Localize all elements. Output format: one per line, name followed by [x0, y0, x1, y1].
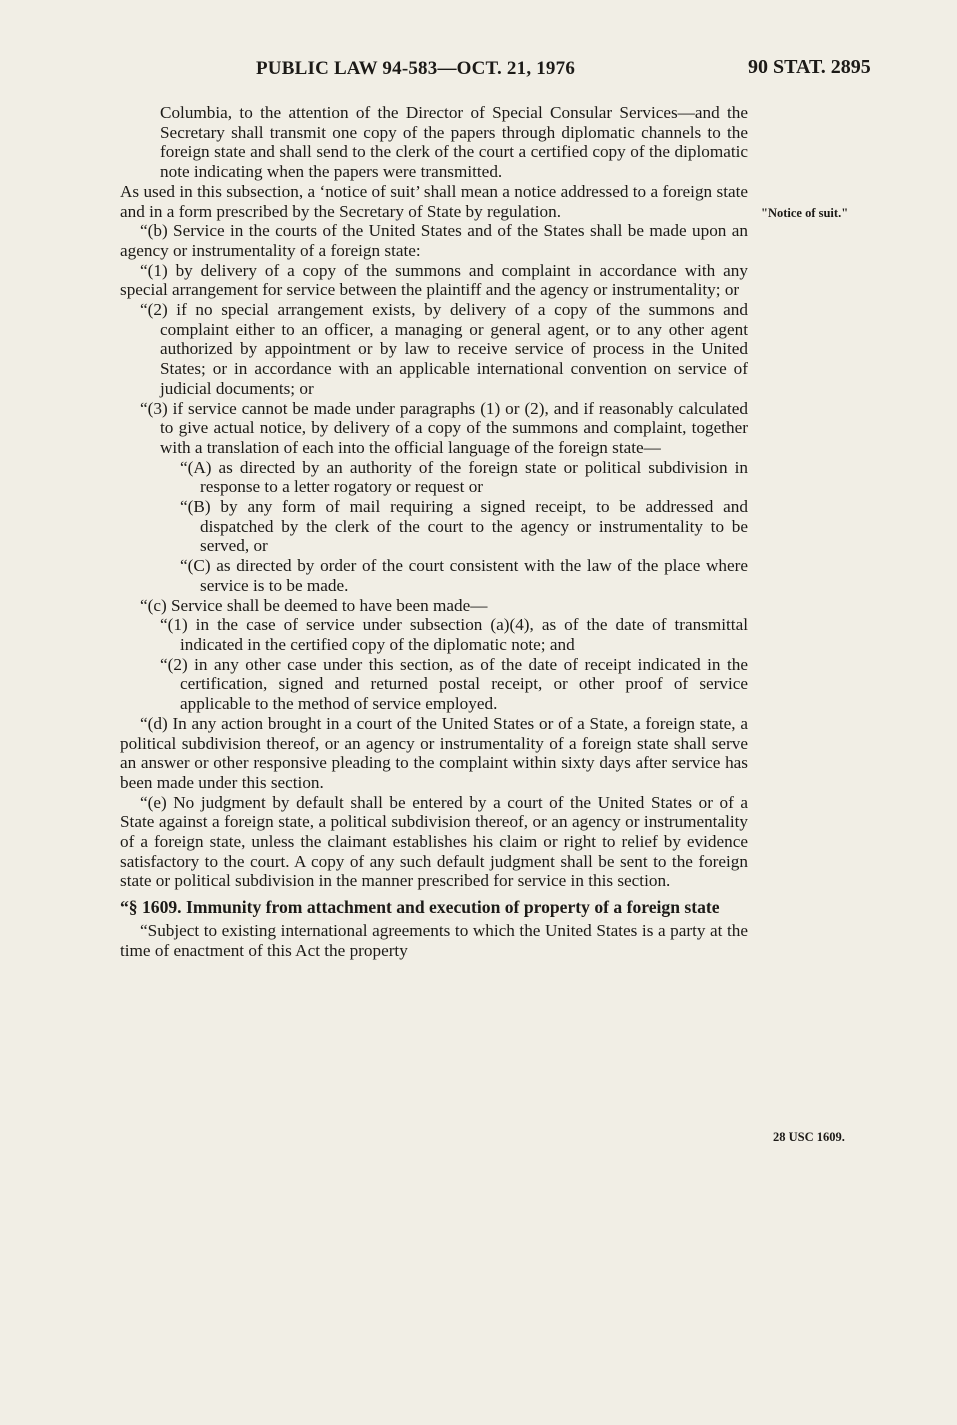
- section-heading-1609: “§ 1609. Immunity from attachment and execution of property of a foreign state: [120, 897, 720, 918]
- paragraph-b-1: “(1) by delivery of a copy of the summons and complaint in accordance with any special arrangement for service between the plaintiff and the agency or instrumentality; or: [120, 260, 748, 300]
- paragraph-subsection-c: “(c) Service shall be deemed to have been made—: [140, 595, 488, 615]
- paragraph-c-2: “(2) in any other case under this section, as of the date of receipt indicated in the certification, signed and returned postal receipt, or other proof of service applicable to the method of service employed.: [160, 654, 748, 714]
- paragraph-c-1: “(1) in the case of service under subsection (a)(4), as of the date of transmittal indicated in the certified copy of the diplomatic note; and: [160, 615, 748, 654]
- page-header-title: PUBLIC LAW 94-583—OCT. 21, 1976: [256, 58, 576, 79]
- paragraph-b-3-b: “(B) by any form of mail requiring a signed receipt, to be addressed and dispatched by the clerk of the court to the agency or instrumentality to be served, or: [180, 497, 748, 556]
- paragraph-subsection-e: “(e) No judgment by default shall be entered by a court of the United States or of a State against a foreign state, a political subdivision thereof, or an agency or instrumentality of a foreign state, unless the claimant establishes his claim or right to relief by evidence satisfactory to the court. A copy of any such default judgment shall be sent to the foreign state or political subdivision in the manner prescribed for service in this section.: [120, 792, 748, 891]
- paragraph-b-3: “(3) if service cannot be made under paragraphs (1) or (2), and if reasonably calculated to give actual notice, by delivery of a copy of the summons and complaint, together with a translation of each into the official language of the foreign state—: [140, 398, 748, 457]
- paragraph-1609-intro: “Subject to existing international agreements to which the United States is a party at the time of enactment of this Act the property: [120, 920, 748, 960]
- document-body: [120, 103, 748, 960]
- margin-note-notice-of-suit: "Notice of suit.": [761, 206, 849, 220]
- paragraph-b-3-c: “(C) as directed by order of the court consistent with the law of the place where service is to be made.: [180, 556, 748, 595]
- paragraph-notice-definition: As used in this subsection, a ‘notice of suit’ shall mean a notice addressed to a foreign state and in a form prescribed by the Secretary of State by regulation.: [120, 181, 748, 221]
- paragraph-subsection-d: “(d) In any action brought in a court of the United States or of a State, a foreign state, a political subdivision thereof, or an agency or instrumentality of a foreign state shall serve an answer or other responsive pleading to the complaint within sixty days after service has been made under this section.: [120, 713, 748, 792]
- paragraph-b-3-a: “(A) as directed by an authority of the foreign state or political subdivision in response to a letter rogatory or request or: [180, 457, 748, 497]
- margin-note-usc-1609: 28 USC 1609.: [773, 1130, 845, 1144]
- paragraph-b-2: “(2) if no special arrangement exists, by delivery of a copy of the summons and complaint either to an officer, a managing or general agent, or to any other agent authorized by appointment or by law to receive service of process in the United States; or in accordance with an applicable international convention on service of judicial documents; or: [140, 300, 748, 398]
- paragraph-continuation: Columbia, to the attention of the Director of Special Consular Services—and the Secretary shall transmit one copy of the papers through diplomatic channels to the foreign state and shall send to the clerk of the court a certified copy of the diplomatic note indicating when the papers were transmitted.: [160, 103, 748, 182]
- paragraph-subsection-b: “(b) Service in the courts of the United States and of the States shall be made upon an agency or instrumentality of a foreign state:: [120, 221, 748, 260]
- statute-page-number: 90 STAT. 2895: [748, 56, 871, 78]
